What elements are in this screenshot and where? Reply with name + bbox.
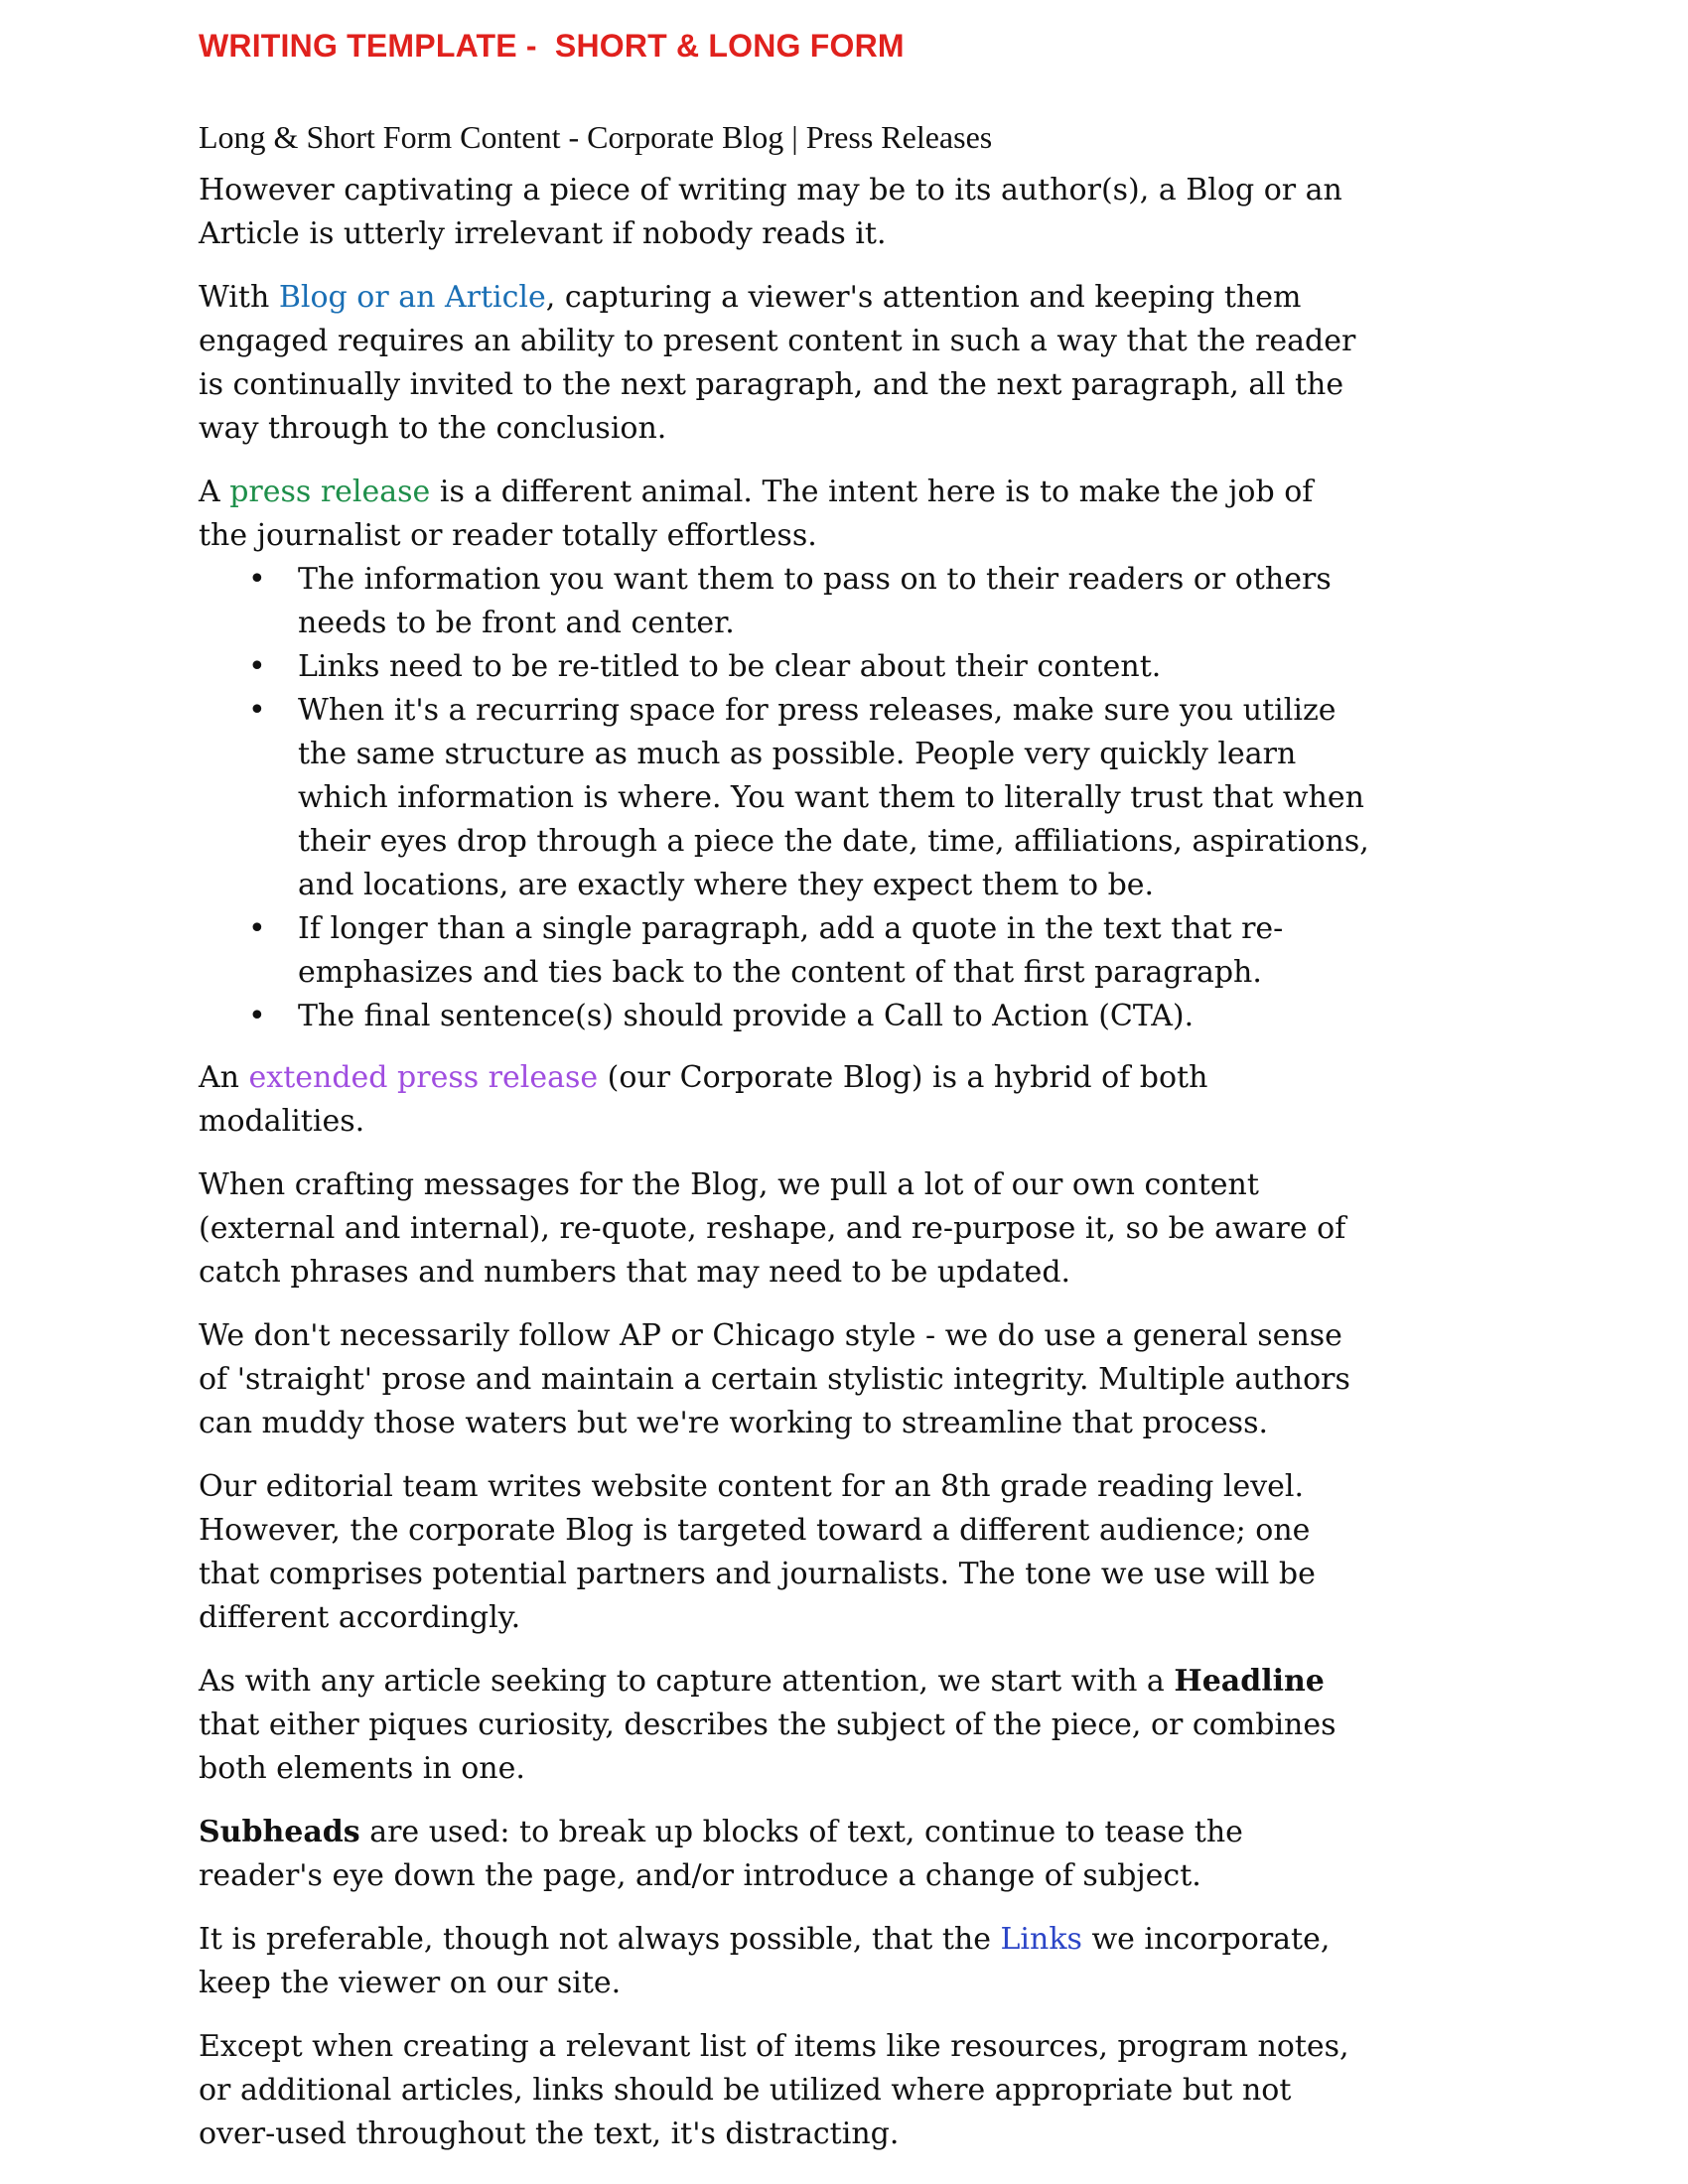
paragraph-text: (our Corporate Blog) is a hybrid of both modalities. [199,1060,1208,1139]
paragraph-text: An [199,1060,249,1095]
paragraph-text: , capturing a viewer's attention and keeping them engaged requires an ability to present content in such a way that the reader is continually invited to the next paragraph, and the next paragraph, all the way through to the conclusion. [199,280,1356,446]
section-subtitle: Long & Short Form Content - Corporate Blog | Press Releases [199,119,993,155]
highlight-blog-or-article: Blog or an Article [278,280,546,315]
paragraph-extended-press-release [199,1056,1370,1144]
document-title: WRITING TEMPLATE - SHORT & LONG FORM [199,28,905,64]
highlight-extended-press-release: extended press release [248,1060,599,1095]
bullet-item: • The information you want them to pass on to their readers or others needs to be front and center. [298,558,1370,645]
term-subheads: Subheads [199,1815,360,1849]
paragraph-text: A [199,475,230,509]
paragraph-text: is a different animal. The intent here is to make the job of the journalist or reader totally effortless. [199,475,1314,553]
paragraph-text: As with any article seeking to capture attention, we start with a [199,1664,1175,1699]
paragraph-reading-level: Our editorial team writes website content for an 8th grade reading level. However, the corporate Blog is targeted toward a different audience; one that comprises potential partners and journalists. The tone we use will be different accordingly. [199,1469,1316,1635]
paragraph-text: It is preferable, though not always possible, that the [199,1922,1001,1957]
bullet-item: • If longer than a single paragraph, add a quote in the text that re-emphasizes and ties back to the content of that first paragraph. [298,907,1370,995]
paragraph-crafting-messages: When crafting messages for the Blog, we pull a lot of our own content (external and internal), re-quote, reshape, and re-purpose it, so be aware of catch phrases and numbers that may need to be updated. [199,1167,1346,1290]
bullet-item: • The final sentence(s) should provide a Call to Action (CTA). [298,995,1370,1038]
paragraph-headline [199,1660,1370,1791]
document-body [199,115,1370,2176]
paragraph-blog-article [199,276,1370,451]
paragraph-links [199,1918,1370,2005]
paragraph-subheads [199,1811,1370,1898]
links-link[interactable]: Links [1000,1922,1082,1957]
paragraph-intro: However captivating a piece of writing may be to its author(s), a Blog or an Article is utterly irrelevant if nobody reads it. [199,173,1342,251]
paragraph-press-release [199,471,1370,558]
press-release-bullet-list [199,558,1370,1038]
paragraph-list-exception: Except when creating a relevant list of items like resources, program notes, or additional articles, links should be utilized where appropriate but not over-used throughout the text, it's distracting. [199,2029,1349,2151]
paragraph-text: we incorporate, keep the viewer on our site. [199,1922,1331,2000]
paragraph-text: are used: to break up blocks of text, continue to tease the reader's eye down the page, and/or introduce a change of subject. [199,1815,1243,1893]
paragraph-text: that either piques curiosity, describes the subject of the piece, or combines both elements in one. [199,1707,1336,1786]
paragraph-style: We don't necessarily follow AP or Chicago style - we do use a general sense of 'straight' prose and maintain a certain stylistic integrity. Multiple authors can muddy those waters but we're working to streamline that process. [199,1318,1350,1440]
bullet-item: • When it's a recurring space for press releases, make sure you utilize the same structure as much as possible. People very quickly learn which information is where. You want them to literally trust that when their eyes drop through a piece the date, time, affiliations, aspirations, and locations, are exactly where they expect them to be. [298,689,1370,907]
term-headline: Headline [1174,1664,1325,1699]
bullet-item: • Links need to be re-titled to be clear about their content. [298,645,1370,689]
paragraph-text: With [199,280,279,315]
highlight-press-release: press release [229,475,431,509]
